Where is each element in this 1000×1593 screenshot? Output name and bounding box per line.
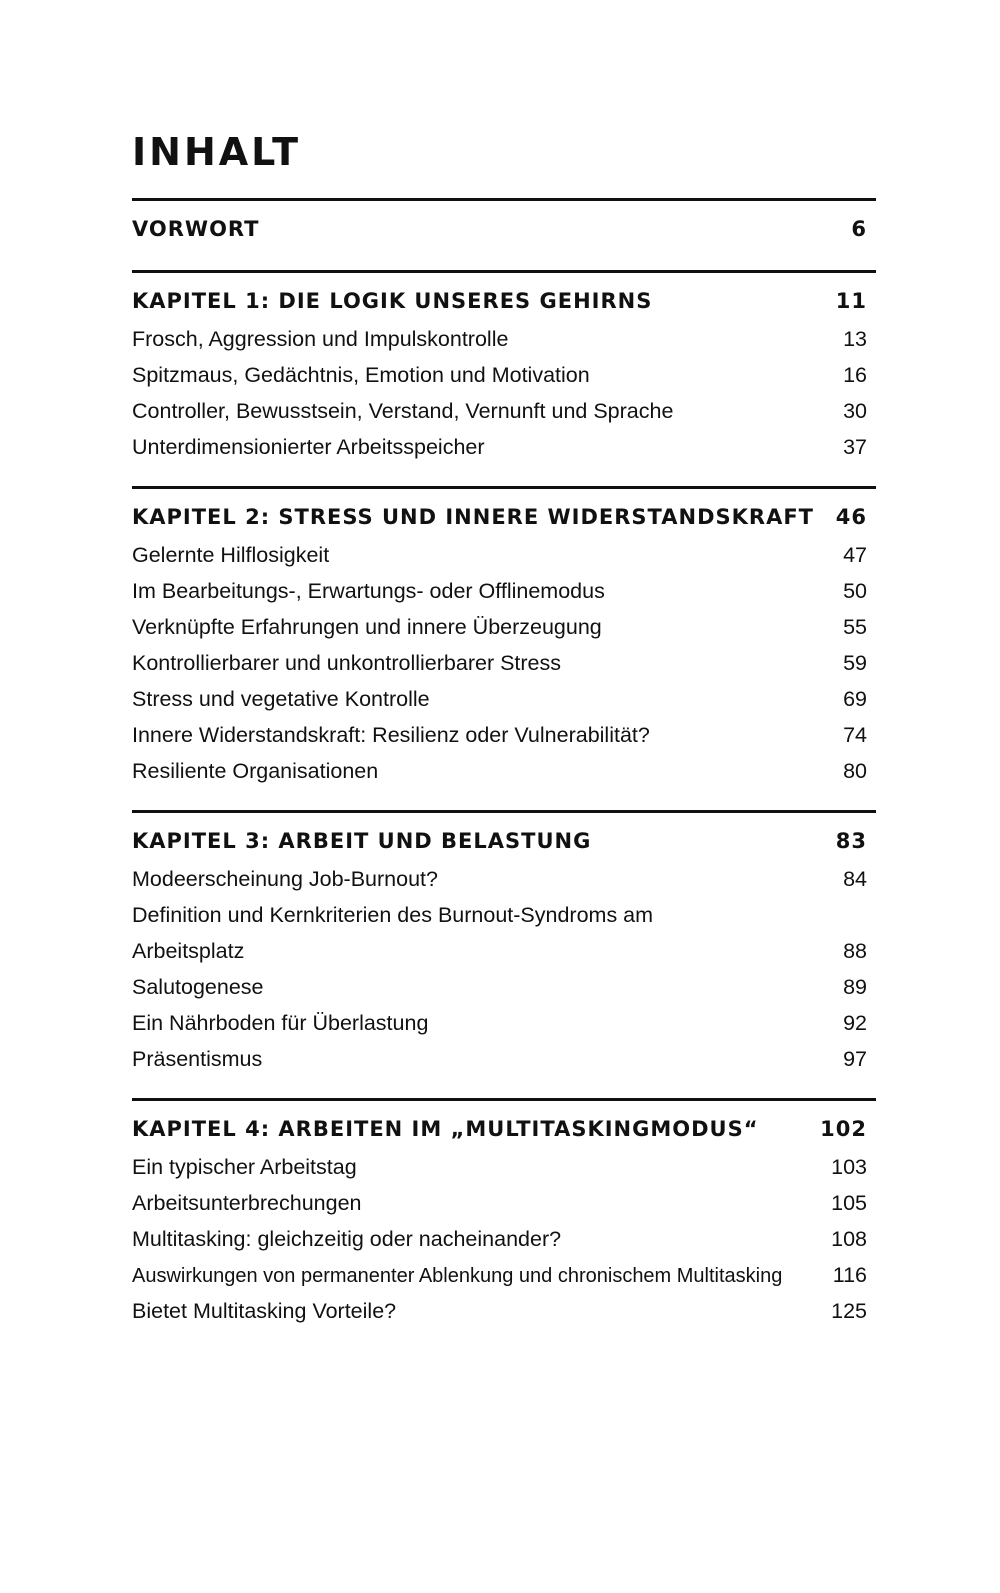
toc-entry-label: Verknüpfte Erfahrungen und innere Überzeugung	[132, 615, 602, 639]
toc-entry-label: Gelernte Hilflosigkeit	[132, 543, 330, 567]
toc-entry-label: Bietet Multitasking Vorteile?	[132, 1299, 397, 1323]
toc-entry-label: Arbeitsplatz	[132, 939, 245, 963]
toc-entry[interactable]	[132, 393, 876, 429]
toc-entry[interactable]	[132, 537, 876, 573]
toc-entry[interactable]	[132, 609, 876, 645]
toc-entry-page: 55	[843, 615, 867, 639]
toc-entry[interactable]	[132, 429, 876, 465]
toc-entry[interactable]	[132, 357, 876, 393]
toc-entry-label: Frosch, Aggression und Impulskontrolle	[132, 327, 509, 351]
toc-entry-label: Ein typischer Arbeitstag	[132, 1155, 357, 1179]
toc-entry-page: 125	[831, 1299, 867, 1323]
toc-entry-label: Unterdimensionierter Arbeitsspeicher	[132, 435, 485, 459]
toc-entry[interactable]	[132, 717, 876, 753]
toc-entry-page: 103	[831, 1155, 867, 1179]
toc-entry-page: 59	[843, 651, 867, 675]
toc-entry[interactable]	[132, 933, 876, 969]
toc-entry[interactable]	[132, 969, 876, 1005]
toc-entry-page: 69	[843, 687, 867, 711]
toc-entry[interactable]	[132, 1293, 876, 1329]
toc-entry[interactable]	[132, 753, 876, 789]
toc-heading-vorwort[interactable]	[132, 211, 876, 247]
toc-entry-label: Auswirkungen von permanenter Ablenkung und chronischem Multitasking	[132, 1265, 783, 1287]
toc-heading-label: KAPITEL 4: ARBEITEN IM „MULTITASKINGMODUS“	[132, 1117, 759, 1141]
toc-entry-label: Controller, Bewusstsein, Verstand, Vernunft und Sprache	[132, 399, 674, 423]
toc-entry[interactable]	[132, 861, 876, 897]
toc-entry-page: 80	[843, 759, 867, 783]
toc-entry-page: 108	[831, 1227, 867, 1251]
toc-entry[interactable]	[132, 897, 876, 933]
toc-heading-page: 11	[835, 289, 867, 313]
toc-entry-page: 74	[843, 723, 867, 747]
toc-entry-label: Resiliente Organisationen	[132, 759, 379, 783]
toc-entry-page: 105	[831, 1191, 867, 1215]
toc-entry-label: Präsentismus	[132, 1047, 263, 1071]
toc-entry[interactable]	[132, 1005, 876, 1041]
toc-entry[interactable]	[132, 573, 876, 609]
toc-entry-page: 97	[843, 1047, 867, 1071]
toc-entry-label: Kontrollierbarer und unkontrollierbarer Stress	[132, 651, 562, 675]
toc-entry-label: Spitzmaus, Gedächtnis, Emotion und Motivation	[132, 363, 590, 387]
toc-entry-label: Im Bearbeitungs-, Erwartungs- oder Offlinemodus	[132, 579, 605, 603]
toc-entry-page: 30	[843, 399, 867, 423]
toc-heading-kapitel-2[interactable]	[132, 499, 876, 535]
toc-section-kapitel-3	[132, 810, 876, 1077]
toc-entry-label: Salutogenese	[132, 975, 264, 999]
toc-section-vorwort	[132, 198, 876, 249]
toc-entry[interactable]	[132, 1185, 876, 1221]
toc-entry[interactable]	[132, 321, 876, 357]
toc-entry[interactable]	[132, 681, 876, 717]
toc-entry-page: 92	[843, 1011, 867, 1035]
toc-entry[interactable]	[132, 1041, 876, 1077]
toc-heading-label: KAPITEL 3: ARBEIT UND BELASTUNG	[132, 829, 592, 853]
toc-entry[interactable]	[132, 645, 876, 681]
toc-entry-page: 88	[843, 939, 867, 963]
toc-heading-kapitel-3[interactable]	[132, 823, 876, 859]
toc-entry-label: Definition und Kernkriterien des Burnout-Syndroms am	[132, 903, 654, 927]
toc-entry-label: Stress und vegetative Kontrolle	[132, 687, 430, 711]
toc-entry-label: Innere Widerstandskraft: Resilienz oder Vulnerabilität?	[132, 723, 650, 747]
toc-entry-label: Arbeitsunterbrechungen	[132, 1191, 362, 1215]
toc-entry-page: 116	[832, 1263, 867, 1287]
toc-heading-kapitel-1[interactable]	[132, 283, 876, 319]
toc-entry[interactable]	[132, 1221, 876, 1257]
toc-entry-page: 89	[843, 975, 867, 999]
toc-entry[interactable]	[132, 1149, 876, 1185]
page-title: INHALT	[132, 130, 301, 174]
toc-entry-page: 13	[843, 327, 867, 351]
toc-heading-page: 46	[835, 505, 867, 529]
toc-entry-label: Multitasking: gleichzeitig oder nacheinander?	[132, 1227, 562, 1251]
toc-heading-page: 6	[851, 217, 867, 241]
toc-section-kapitel-2	[132, 486, 876, 789]
toc-heading-label: KAPITEL 1: DIE LOGIK UNSERES GEHIRNS	[132, 289, 653, 313]
toc-heading-label: VORWORT	[132, 217, 260, 241]
toc-heading-kapitel-4[interactable]	[132, 1111, 876, 1147]
toc-entry-page: 84	[843, 867, 867, 891]
toc-entry-page: 50	[843, 579, 867, 603]
toc-heading-page: 83	[835, 829, 867, 853]
toc-entry-page: 47	[843, 543, 867, 567]
toc-heading-page: 102	[820, 1117, 867, 1141]
toc-entry-label: Modeerscheinung Job-Burnout?	[132, 867, 438, 891]
toc-entry-page: 37	[843, 435, 867, 459]
toc-entry-page: 16	[843, 363, 867, 387]
toc-entry-label: Ein Nährboden für Überlastung	[132, 1011, 429, 1035]
toc-section-kapitel-1	[132, 270, 876, 465]
toc-section-kapitel-4	[132, 1098, 876, 1329]
toc-heading-label: KAPITEL 2: STRESS UND INNERE WIDERSTANDSKRAFT	[132, 505, 814, 529]
toc-entry[interactable]	[132, 1257, 876, 1293]
